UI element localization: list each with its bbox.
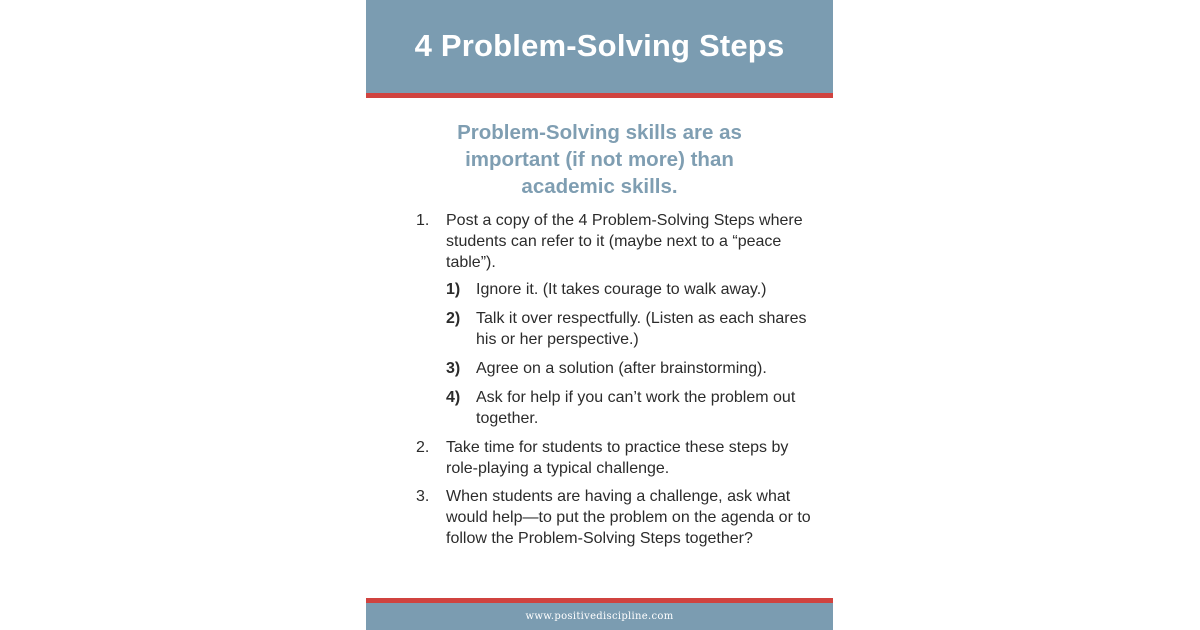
step-number: 1. — [416, 212, 430, 229]
step-1 — [416, 210, 816, 429]
step-text: When students are having a challenge, ask what would help—to put the problem on the agenda or to follow the Problem-Solving Steps together? — [446, 488, 811, 547]
step-3 — [416, 486, 816, 549]
substep-2 — [446, 308, 816, 350]
header-divider — [366, 93, 833, 98]
subtitle — [396, 119, 803, 200]
substep-text: Agree on a solution (after brainstorming). — [476, 360, 767, 377]
page-title: 4 Problem-Solving Steps — [414, 27, 785, 63]
substep-text: Ask for help if you can’t work the problem out together. — [476, 389, 796, 427]
substep-1 — [446, 279, 816, 300]
step-number: 2. — [416, 439, 430, 456]
substep-3 — [446, 358, 816, 379]
substep-number: 2) — [446, 310, 461, 327]
subtitle-line-3: academic skills. — [521, 175, 678, 198]
subtitle-line-1: Problem-Solving skills are as — [457, 121, 742, 144]
problem-solving-card — [366, 0, 833, 630]
step-text: Take time for students to practice these steps by role-playing a typical challenge. — [446, 439, 789, 477]
header-banner — [366, 0, 833, 93]
substeps-list — [446, 279, 816, 429]
substep-text: Ignore it. (It takes courage to walk away.) — [476, 281, 767, 298]
substep-number: 4) — [446, 389, 461, 406]
step-2 — [416, 437, 816, 479]
footer-banner — [366, 603, 833, 630]
substep-text: Talk it over respectfully. (Listen as each shares his or her perspective.) — [476, 310, 807, 348]
steps-list — [416, 210, 816, 556]
substep-number: 3) — [446, 360, 461, 377]
substep-number: 1) — [446, 281, 461, 298]
step-number: 3. — [416, 488, 430, 505]
footer-url[interactable]: www.positivediscipline.com — [525, 611, 674, 622]
substep-4 — [446, 387, 816, 429]
step-text: Post a copy of the 4 Problem-Solving Steps where students can refer to it (maybe next to a “peace table”). — [446, 212, 803, 271]
subtitle-line-2: important (if not more) than — [465, 148, 734, 171]
